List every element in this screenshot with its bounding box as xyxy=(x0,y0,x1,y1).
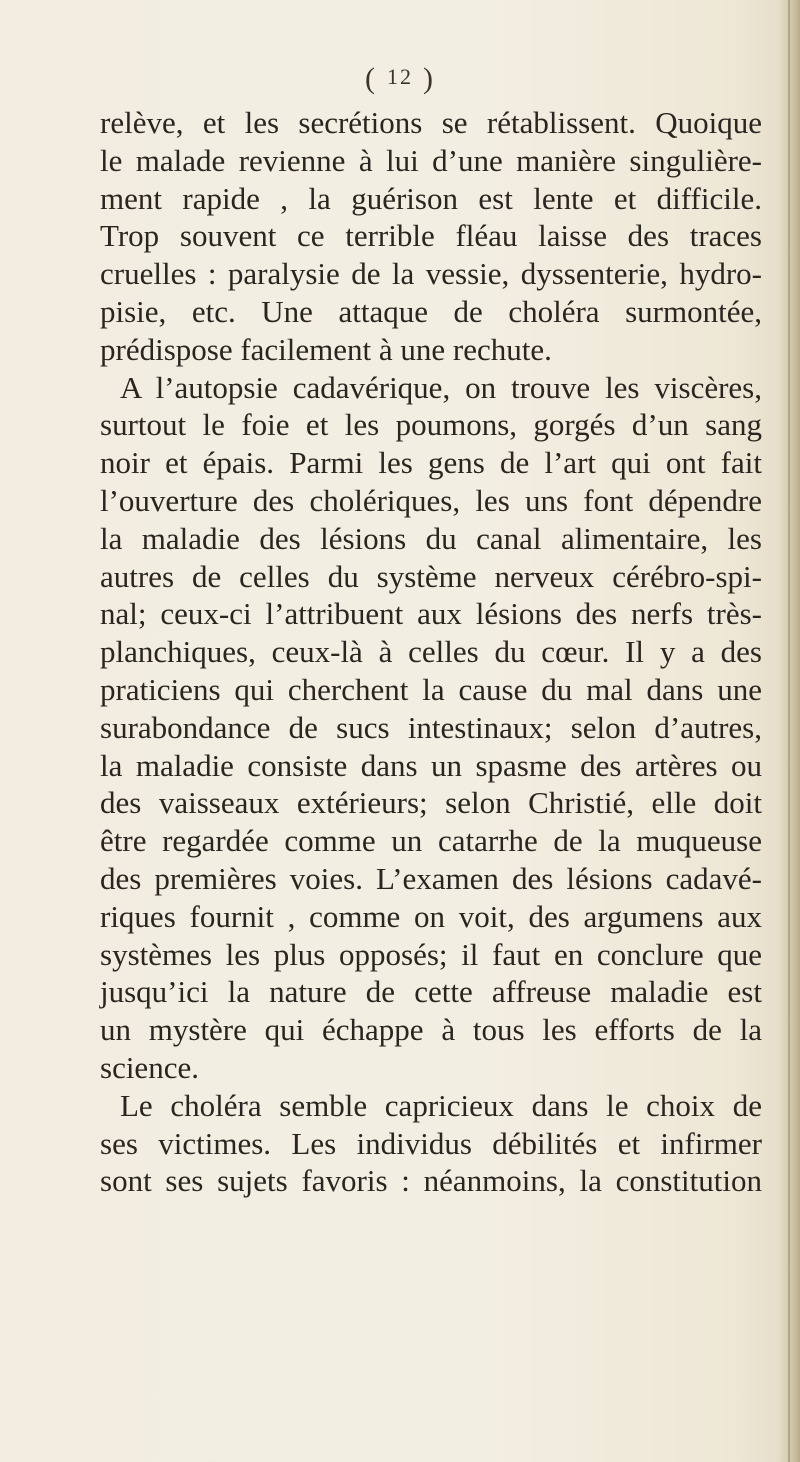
text-line: le malade revienne à lui d’une manière singulière- xyxy=(100,142,762,178)
text-line: praticiens qui cherchent la cause du mal dans une xyxy=(100,671,762,707)
text-line: ment rapide , la guérison est lente et difficile. xyxy=(100,180,762,216)
text-line: pisie, etc. Une attaque de choléra surmontée, xyxy=(100,293,762,329)
text-line: sont ses sujets favoris : néanmoins, la constitution xyxy=(100,1163,762,1199)
page-number-value: 12 xyxy=(387,64,413,89)
text-line: la maladie consiste dans un spasme des artères ou xyxy=(100,747,762,783)
paragraph-end-line: science. xyxy=(100,1049,199,1085)
text-line: être regardée comme un catarrhe de la muqueuse xyxy=(100,823,762,859)
paragraph-end-line: prédispose facilement à une rechute. xyxy=(100,331,552,367)
paragraph-start-line: A l’autopsie cadavérique, on trouve les viscères, xyxy=(120,369,762,405)
text-line: riques fournit , comme on voit, des argumens aux xyxy=(100,898,762,934)
text-line: autres de celles du système nerveux cérébro-spi- xyxy=(100,558,762,594)
text-line: cruelles : paralysie de la vessie, dyssenterie, hydro- xyxy=(100,256,762,292)
text-line: systèmes les plus opposés; il faut en conclure que xyxy=(100,936,762,972)
text-line: planchiques, ceux-là à celles du cœur. Il y a des xyxy=(100,634,762,670)
text-line: Trop souvent ce terrible fléau laisse des traces xyxy=(100,218,762,254)
page-number: ( 12 ) xyxy=(365,62,435,95)
text-line: noir et épais. Parmi les gens de l’art qui ont fait xyxy=(100,445,762,481)
text-line: surtout le foie et les poumons, gorgés d’un sang xyxy=(100,407,762,443)
text-line: jusqu’ici la nature de cette affreuse maladie est xyxy=(100,974,762,1010)
body-text xyxy=(100,104,762,1200)
paragraph-start-line: Le choléra semble capricieux dans le choix de xyxy=(120,1087,762,1123)
text-line: relève, et les secrétions se rétablissent. Quoique xyxy=(100,105,762,140)
text-line: des premières voies. L’examen des lésions cadavé- xyxy=(100,860,762,896)
text-line: un mystère qui échappe à tous les efforts de la xyxy=(100,1012,762,1048)
page-edge-line xyxy=(788,0,790,1462)
text-line: ses victimes. Les individus débilités et infirmer xyxy=(100,1125,762,1161)
text-line: nal; ceux-ci l’attribuent aux lésions des nerfs très- xyxy=(100,596,762,632)
text-line: surabondance de sucs intestinaux; selon d’autres, xyxy=(100,709,762,745)
text-line: l’ouverture des cholériques, les uns font dépendre xyxy=(100,482,762,518)
text-line: la maladie des lésions du canal alimentaire, les xyxy=(100,520,762,556)
text-line: des vaisseaux extérieurs; selon Christié, elle doit xyxy=(100,785,762,821)
